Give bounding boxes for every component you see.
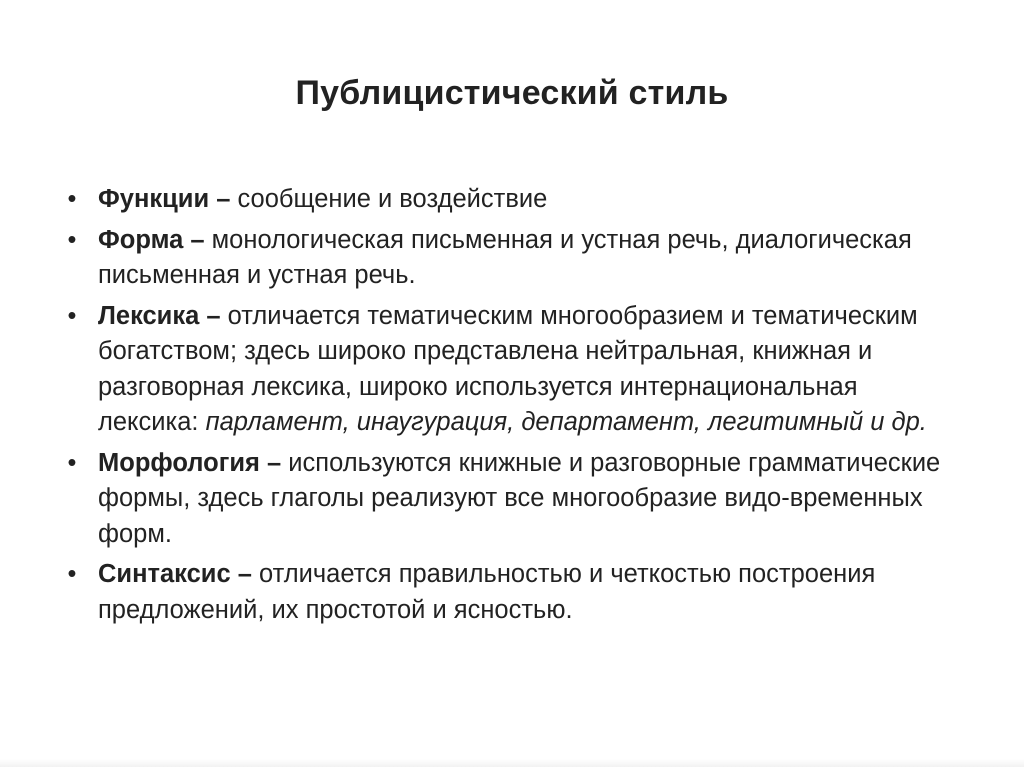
bullet-icon: • (67, 225, 77, 254)
bullet-text: отличается правильностью и четкостью построения предложений, их простотой и ясностью. (98, 560, 876, 624)
bullet-term: Морфология – (98, 448, 282, 477)
bullet-term: Синтаксис – (98, 560, 252, 588)
bullet-examples: парламент, инаугурация, департамент, легитимный и др. (205, 408, 927, 436)
bullet-text: отличается тематическим многообразием и тематическим богатством; здесь широко представлена нейтральная, книжная и разговорная лексика, широко используется интернациональная лексика: (98, 301, 918, 436)
bullet-item-morphology (62, 446, 942, 553)
bullet-icon: • (67, 560, 77, 588)
bullet-term: Форма – (98, 225, 205, 254)
bullet-item-syntax (62, 557, 942, 628)
bullet-term: Функции – (98, 185, 231, 213)
bullet-list (62, 182, 942, 633)
bullet-icon: • (67, 301, 77, 330)
bullet-icon: • (67, 448, 77, 477)
bullet-term: Лексика – (98, 301, 221, 330)
bullet-item-functions (62, 182, 942, 218)
bullet-text: используются книжные и разговорные грамматические формы, здесь глаголы реализуют все многообразие видо-временных форм. (98, 448, 941, 548)
bullet-text: сообщение и воздействие (230, 185, 548, 213)
slide-title: Публицистический стиль (295, 74, 729, 112)
bullet-icon: • (67, 185, 77, 213)
bullet-item-form (62, 223, 942, 294)
bullet-item-lexicon (62, 299, 942, 441)
bullet-text: монологическая письменная и устная речь, диалогическая письменная и устная речь. (98, 225, 912, 289)
